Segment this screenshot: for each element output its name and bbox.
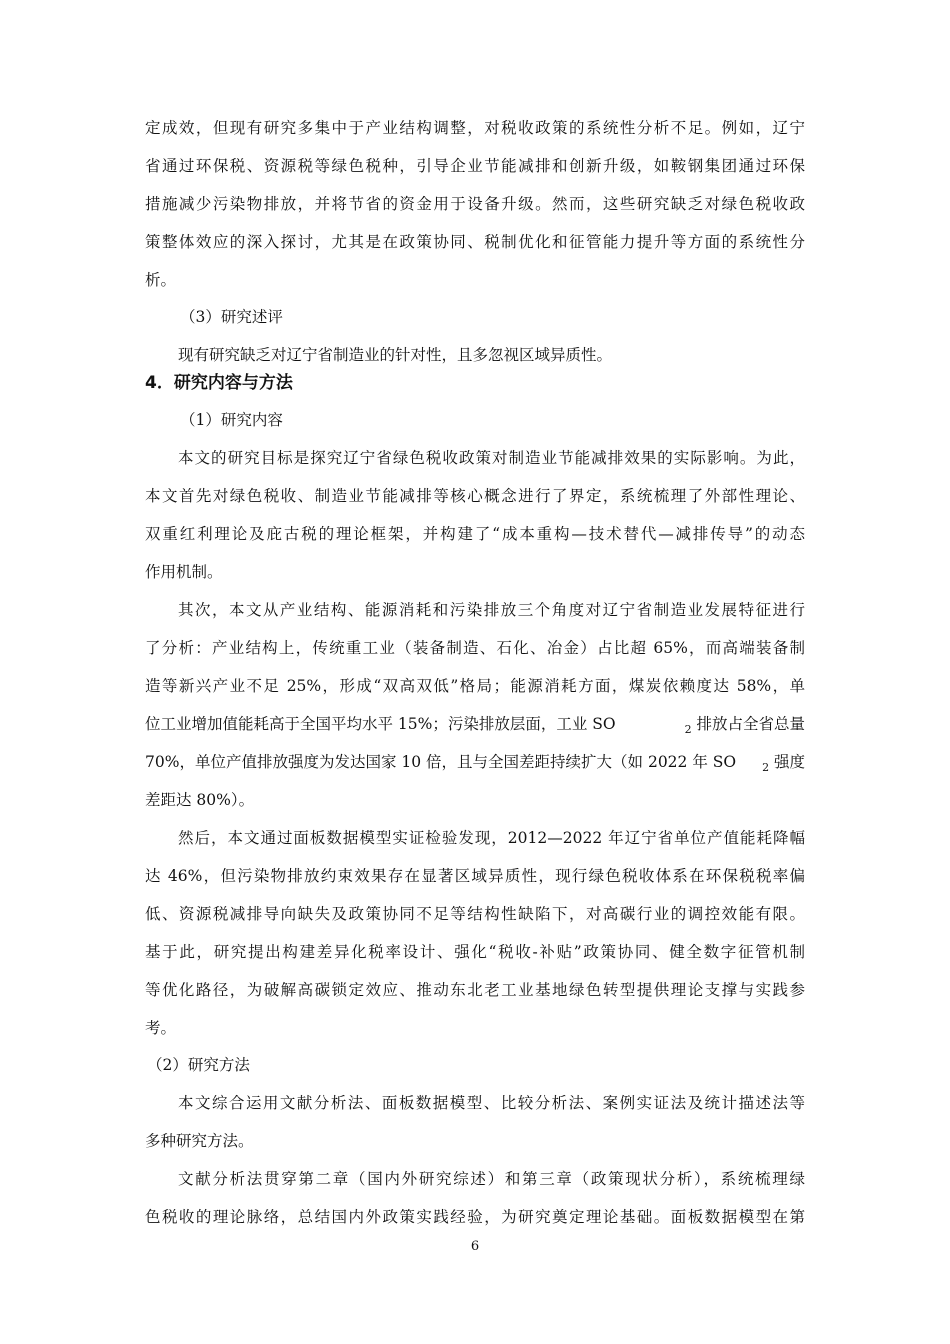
text-fragment: 排放占全省总量 [691,715,805,733]
text-fragment [685,714,805,734]
paragraph-line: 措施减少污染物排放，并将节省的资金用于设备升级。然而，这些研究缺乏对绿色税收政 [145,195,805,213]
subsection-heading-content: （1）研究内容 [180,411,283,429]
subsection-heading-review: （3）研究述评 [180,308,283,326]
paragraph-line [145,752,805,772]
paragraph-line: 低、资源税减排导向缺失及政策协同不足等结构性缺陷下，对高碳行业的调控效能有限。 [145,905,805,923]
paragraph-line: 文献分析法贯穿第二章（国内外研究综述）和第三章（政策现状分析），系统梳理绿 [178,1170,805,1188]
paragraph-line: 省通过环保税、资源税等绿色税种，引导企业节能减排和创新升级，如鞍钢集团通过环保 [145,157,805,175]
paragraph-line: 色税收的理论脉络，总结国内外政策实践经验，为研究奠定理论基础。面板数据模型在第 [145,1208,805,1226]
paragraph-line: 本文的研究目标是探究辽宁省绿色税收政策对制造业节能减排效果的实际影响。为此， [178,449,805,467]
paragraph-line: 基于此，研究提出构建差异化税率设计、强化“税收-补贴”政策协同、健全数字征管机制 [145,943,805,961]
text-fragment: 强度 [769,753,805,771]
paragraph-line: 本文首先对绿色税收、制造业节能减排等核心概念进行了界定，系统梳理了外部性理论、 [145,487,805,505]
text-fragment: 位工业增加值能耗高于全国平均水平 15%；污染排放层面，工业 SO [145,715,616,733]
paragraph-line: 然后，本文通过面板数据模型实证检验发现，2012—2022 年辽宁省单位产值能耗降幅 [178,829,805,847]
paragraph-line: 作用机制。 [145,563,223,581]
paragraph-line: 本文综合运用文献分析法、面板数据模型、比较分析法、案例实证法及统计描述法等 [178,1094,805,1112]
review-text: 现有研究缺乏对辽宁省制造业的针对性，且多忽视区域异质性。 [178,346,613,364]
paragraph-line: 差距达 80%）。 [145,791,255,809]
subscript: 2 [684,723,692,736]
paragraph-line: 定成效，但现有研究多集中于产业结构调整，对税收政策的系统性分析不足。例如，辽宁 [145,119,805,137]
paragraph-line: 达 46%，但污染物排放约束效果存在显著区域异质性，现行绿色税收体系在环保税税率偏 [145,867,805,885]
paragraph-line [145,714,805,734]
page-number: 6 [470,1239,480,1254]
subsection-heading-methods: （2）研究方法 [147,1056,250,1074]
paragraph-line: 其次，本文从产业结构、能源消耗和污染排放三个角度对辽宁省制造业发展特征进行 [178,601,805,619]
paragraph-line: 了分析：产业结构上，传统重工业（装备制造、石化、冶金）占比超 65%，而高端装备制 [145,639,805,657]
section-heading: 4．研究内容与方法 [145,373,293,393]
paragraph-line: 析。 [145,271,177,289]
text-fragment [762,752,805,772]
subscript: 2 [762,761,770,774]
paragraph-line: 造等新兴产业不足 25%，形成“双高双低”格局；能源消耗方面，煤炭依赖度达 58%，单 [145,677,805,695]
text-fragment: 70%，单位产值排放强度为发达国家 10 倍，且与全国差距持续扩大（如 2022 年 SO [145,753,737,771]
paragraph-line: 多种研究方法。 [145,1132,254,1150]
paragraph-line: 双重红利理论及庇古税的理论框架，并构建了“成本重构—技术替代—减排传导”的动态 [145,525,805,543]
paragraph-line: 等优化路径，为破解高碳锁定效应、推动东北老工业基地绿色转型提供理论支撑与实践参 [145,981,805,999]
paragraph-line: 策整体效应的深入探讨，尤其是在政策协同、税制优化和征管能力提升等方面的系统性分 [145,233,805,251]
paragraph-line: 考。 [145,1019,177,1037]
